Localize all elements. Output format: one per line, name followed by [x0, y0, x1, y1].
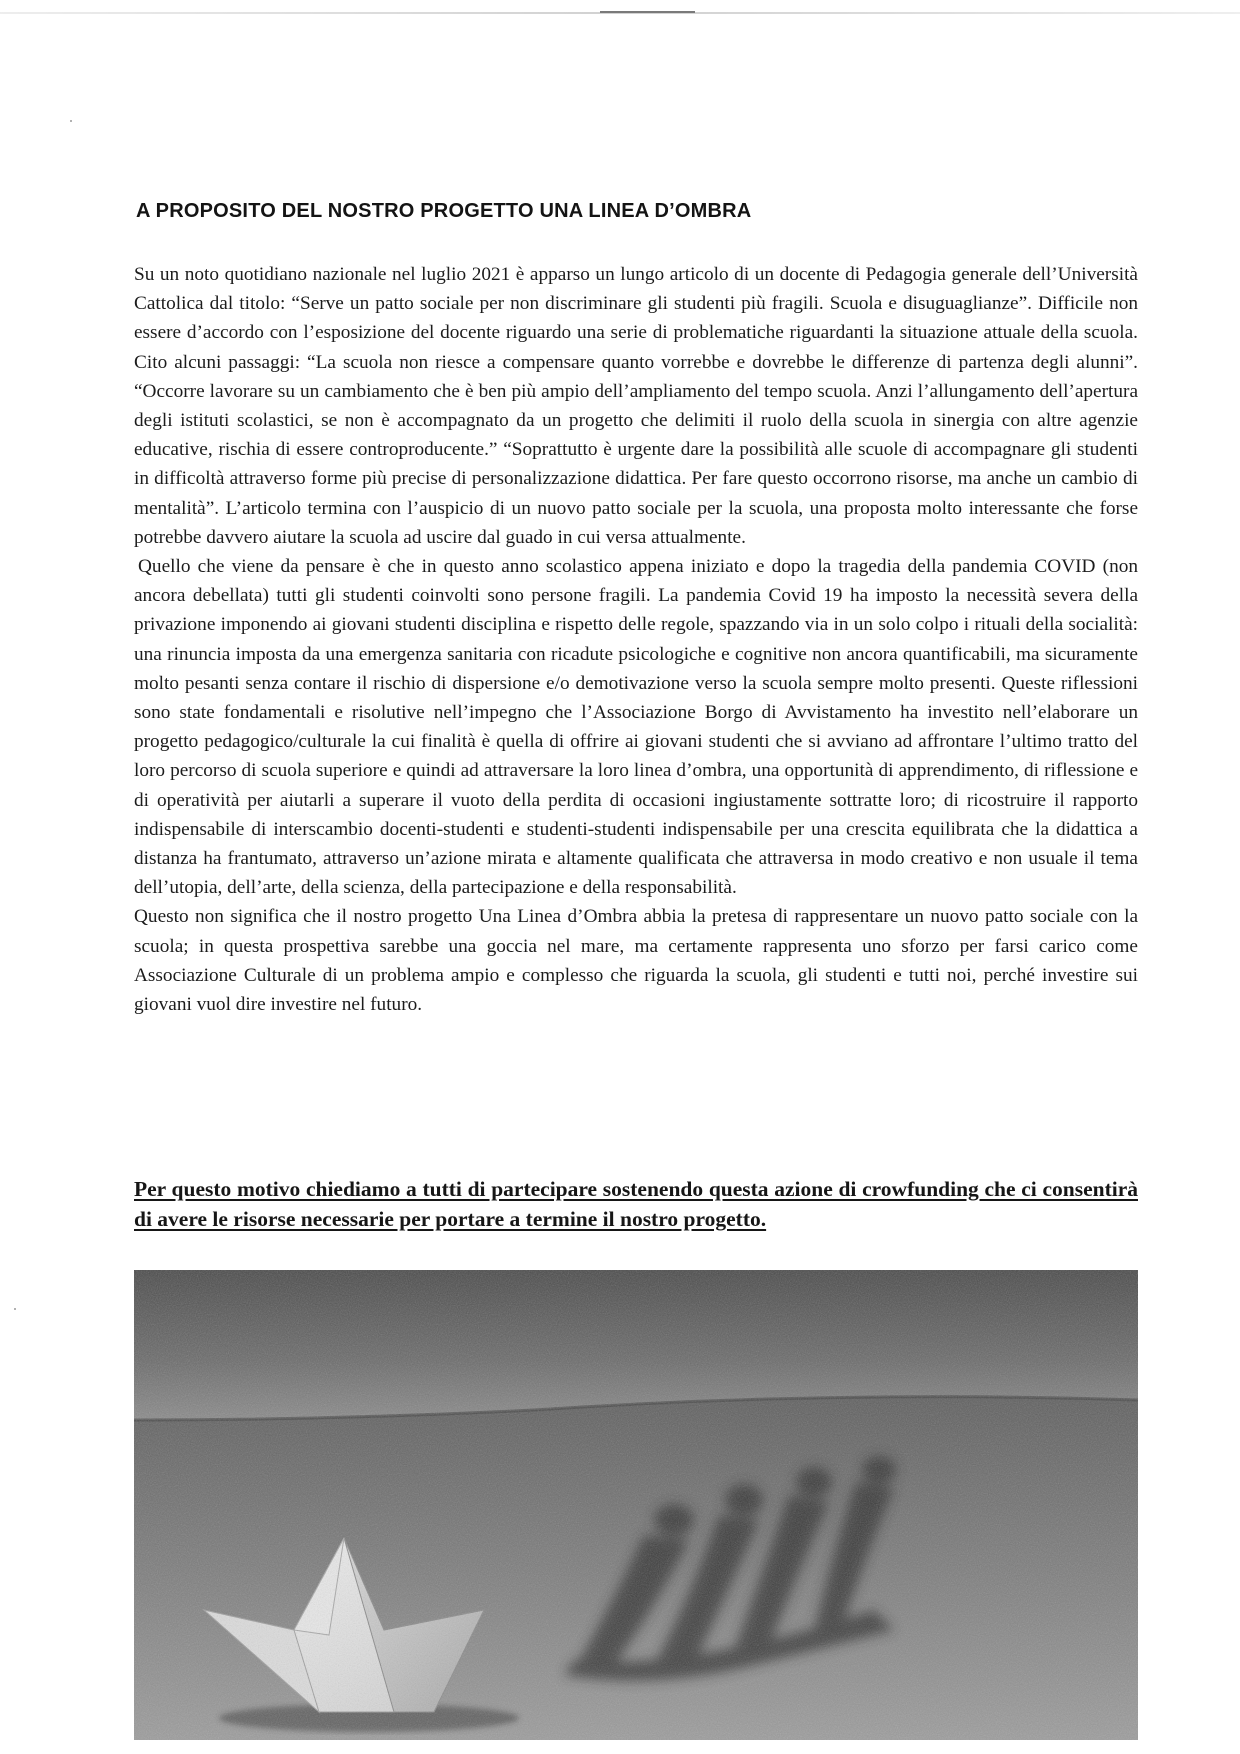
scan-speck	[70, 120, 72, 122]
crowdfunding-appeal: Per questo motivo chiediamo a tutti di partecipare sostenendo questa azione di crowfunding che ci consentirà di avere le risorse necessarie per portare a termine il nostro progetto.	[134, 1177, 1138, 1231]
paragraph-2: Quello che viene da pensare è che in questo anno scolastico appena iniziato e dopo la tragedia della pandemia COVID (non ancora debellata) tutti gli studenti coinvolti sono persone fragili. La pandemia Covid 19 ha imposto la necessità severa della privazione imponendo ai giovani studenti disciplina e rispetto delle regole, spazzando via in un solo colpo i rituali della socialità: una rinuncia imposta da una emergenza sanitaria con ricadute psicologiche e cognitive non ancora quantificabili, ma sicuramente molto pesanti senza contare il rischio di dispersione e/o demotivazione verso la scuola sempre molto presenti. Queste riflessioni sono state fondamentali e risolutive nell’impegno che l’Associazione Borgo di Avvistamento ha investito nell’elaborare un progetto pedagogico/culturale la cui finalità è quella di offrire ai giovani studenti che si avviano ad affrontare l’ultimo tratto del loro percorso di scuola superiore e quindi ad attraversare la loro linea d’ombra, una opportunità di apprendimento, di riflessione e di operatività per aiutarli a superare il vuoto della perdita di occasioni ingiustamente sottratte loro; di ricostruire il rapporto indispensabile di interscambio docenti-studenti e studenti-studenti indispensabile per una crescita equilibrata che la didattica a distanza ha frantumato, attraverso un’azione mirata e altamente qualificata che attraversa in modo creativo e non usuale il tema dell’utopia, dell’arte, della scienza, della partecipazione e della responsabilità.	[134, 556, 1138, 899]
paragraph-3: Questo non significa che il nostro progetto Una Linea d’Ombra abbia la pretesa di rappresentare un nuovo patto sociale con la scuola; in questa prospettiva sarebbe una goccia nel mare, ma certamente rappresenta uno sforzo per farsi carico come Associazione Culturale di un problema ampio e complesso che riguarda la scuola, gli studenti e tutti noi, perché investire sui giovani vuol dire investire nel futuro.	[134, 906, 1138, 1016]
paper-boat-photo	[134, 1270, 1138, 1740]
scan-speck	[14, 1308, 16, 1310]
document-body	[134, 260, 1138, 1019]
document-title: A PROPOSITO DEL NOSTRO PROGETTO UNA LINEA D’OMBRA	[136, 200, 752, 222]
paragraph-1: Su un noto quotidiano nazionale nel luglio 2021 è apparso un lungo articolo di un docente di Pedagogia generale dell’Università Cattolica dal titolo: “Serve un patto sociale per non discriminare gli studenti più fragili. Scuola e disuguaglianze”. Difficile non essere d’accordo con l’esposizione del docente riguardo una serie di problematiche riguardanti la situazione attuale della scuola. Cito alcuni passaggi: “La scuola non riesce a compensare quanto vorrebbe e dovrebbe le differenze di partenza degli alunni”. “Occorre lavorare su un cambiamento che è ben più ampio dell’ampliamento del tempo scuola. Anzi l’allungamento dell’apertura degli istituti scolastici, se non è accompagnato da un progetto che delimiti il ruolo della scuola in sinergia con altre agenzie educative, rischia di essere controproducente.” “Soprattutto è urgente dare la possibilità alle scuole di accompagnare gli studenti in difficoltà attraverso forme più precise di personalizzazione didattica. Per fare questo occorrono risorse, ma anche un cambio di mentalità”. L’articolo termina con l’auspicio di un nuovo patto sociale per la scuola, una proposta molto interessante che forse potrebbe davvero aiutare la scuola ad uscire dal guado in cui versa attualmente.	[134, 264, 1138, 548]
scan-edge-mark	[600, 11, 695, 13]
